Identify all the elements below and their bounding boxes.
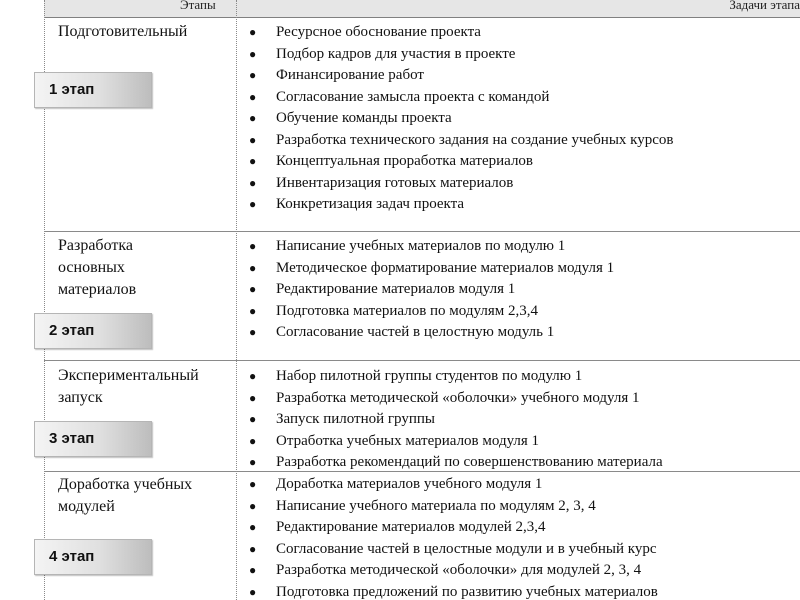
stage-badge-4: 4 этап [34,539,152,575]
list-item [246,322,800,344]
list-item [246,65,800,87]
stage-name-line: Разработка [58,237,133,254]
bullet-icon: ● [249,132,257,147]
bullet-icon: ● [249,563,257,577]
table-header [44,0,800,18]
bullet-icon: ● [249,433,257,448]
task-text: Согласование частей в целостные модули и в учебный курс [276,540,657,557]
header-stages: Этапы [180,0,216,12]
stage-name-line: Экспериментальный [58,367,199,384]
bullet-icon: ● [249,89,257,104]
stage-name-2 [58,235,228,301]
bullet-icon: ● [249,369,257,383]
stage-name-line: Подготовительный [58,23,188,40]
list-item [246,108,800,130]
task-text: Доработка материалов учебного модуля 1 [276,476,543,492]
list-item [246,258,800,280]
bullet-icon: ● [249,303,257,318]
task-text: Финансирование работ [276,67,424,83]
list-item [246,279,800,301]
list-item [246,366,800,388]
list-item [246,431,800,453]
list-item [246,560,800,582]
stage-badge-2: 2 этап [34,313,152,349]
list-item [246,517,800,539]
task-text: Концептуальная проработка материалов [276,153,534,169]
list-item [246,87,800,109]
list-item [246,496,800,518]
task-text: Подбор кадров для участия в проекте [276,45,516,62]
bullet-icon: ● [249,111,257,125]
task-list-2 [246,236,800,344]
bullet-icon: ● [249,175,257,190]
task-text: Разработка технического задания на создание учебных курсов [276,131,674,148]
task-text: Написание учебных материалов по модулю 1 [276,238,566,254]
stage-name-line: Доработка учебных [58,476,193,493]
bullet-icon: ● [249,541,257,556]
task-text: Ресурсное обоснование проекта [276,24,481,40]
task-text: Инвентаризация готовых материалов [276,174,514,191]
bullet-icon: ● [249,68,257,82]
bullet-icon: ● [249,477,257,491]
stage-name-line: основных [58,259,125,276]
bullet-icon: ● [249,498,257,513]
list-item [246,151,800,173]
bullet-icon: ● [249,282,257,296]
list-item [246,194,800,216]
list-item [246,173,800,195]
bullet-icon: ● [249,584,257,599]
row-divider [44,231,800,232]
list-item [246,582,800,600]
task-text: Отработка учебных материалов модуля 1 [276,432,540,449]
task-text: Согласование замысла проекта с командой [276,88,550,105]
stage-name-line: запуск [58,389,103,406]
bullet-icon: ● [249,154,257,168]
column-divider [236,0,237,600]
list-item [246,301,800,323]
stage-name-3 [58,365,228,409]
task-text: Написание учебного материала по модулям 2, 3, 4 [276,497,596,514]
task-list-1 [246,22,800,216]
stage-badge-3: 3 этап [34,421,152,457]
task-text: Обучение команды проекта [276,110,452,126]
list-item [246,130,800,152]
list-item [246,388,800,410]
list-item [246,539,800,561]
stage-name-line: модулей [58,498,115,515]
stage-name-line: материалов [58,281,137,298]
list-item [246,236,800,258]
task-text: Методическое форматирование материалов модуля 1 [276,259,615,276]
bullet-icon: ● [249,412,257,426]
task-text: Разработка рекомендаций по совершенствованию материала [276,454,663,470]
task-list-3 [246,366,800,474]
task-text: Разработка методической «оболочки» для модулей 2, 3, 4 [276,562,642,578]
row-divider [44,360,800,361]
task-text: Набор пилотной группы студентов по модулю 1 [276,368,583,384]
task-text: Запуск пилотной группы [276,411,435,427]
list-item [246,452,800,474]
task-text: Согласование частей в целостную модуль 1 [276,324,555,340]
task-text: Подготовка предложений по развитию учебных материалов [276,583,658,600]
bullet-icon: ● [249,25,257,39]
list-item [246,474,800,496]
task-text: Редактирование материалов модуля 1 [276,281,516,297]
bullet-icon: ● [249,325,257,339]
task-text: Разработка методической «оболочки» учебного модуля 1 [276,389,640,406]
list-item [246,409,800,431]
bullet-icon: ● [249,197,257,211]
task-text: Конкретизация задач проекта [276,196,465,212]
stage-badge-1: 1 этап [34,72,152,108]
bullet-icon: ● [249,260,257,275]
bullet-icon: ● [249,520,257,534]
task-text: Подготовка материалов по модулям 2,3,4 [276,302,538,319]
header-tasks: Задачи этапа [729,0,800,12]
bullet-icon: ● [249,390,257,405]
list-item [246,22,800,44]
bullet-icon: ● [249,239,257,253]
stage-name-1 [58,21,228,43]
task-text: Редактирование материалов модулей 2,3,4 [276,519,546,535]
task-list-4 [246,474,800,600]
bullet-icon: ● [249,455,257,469]
bullet-icon: ● [249,46,257,61]
list-item [246,44,800,66]
stage-name-4 [58,474,228,518]
